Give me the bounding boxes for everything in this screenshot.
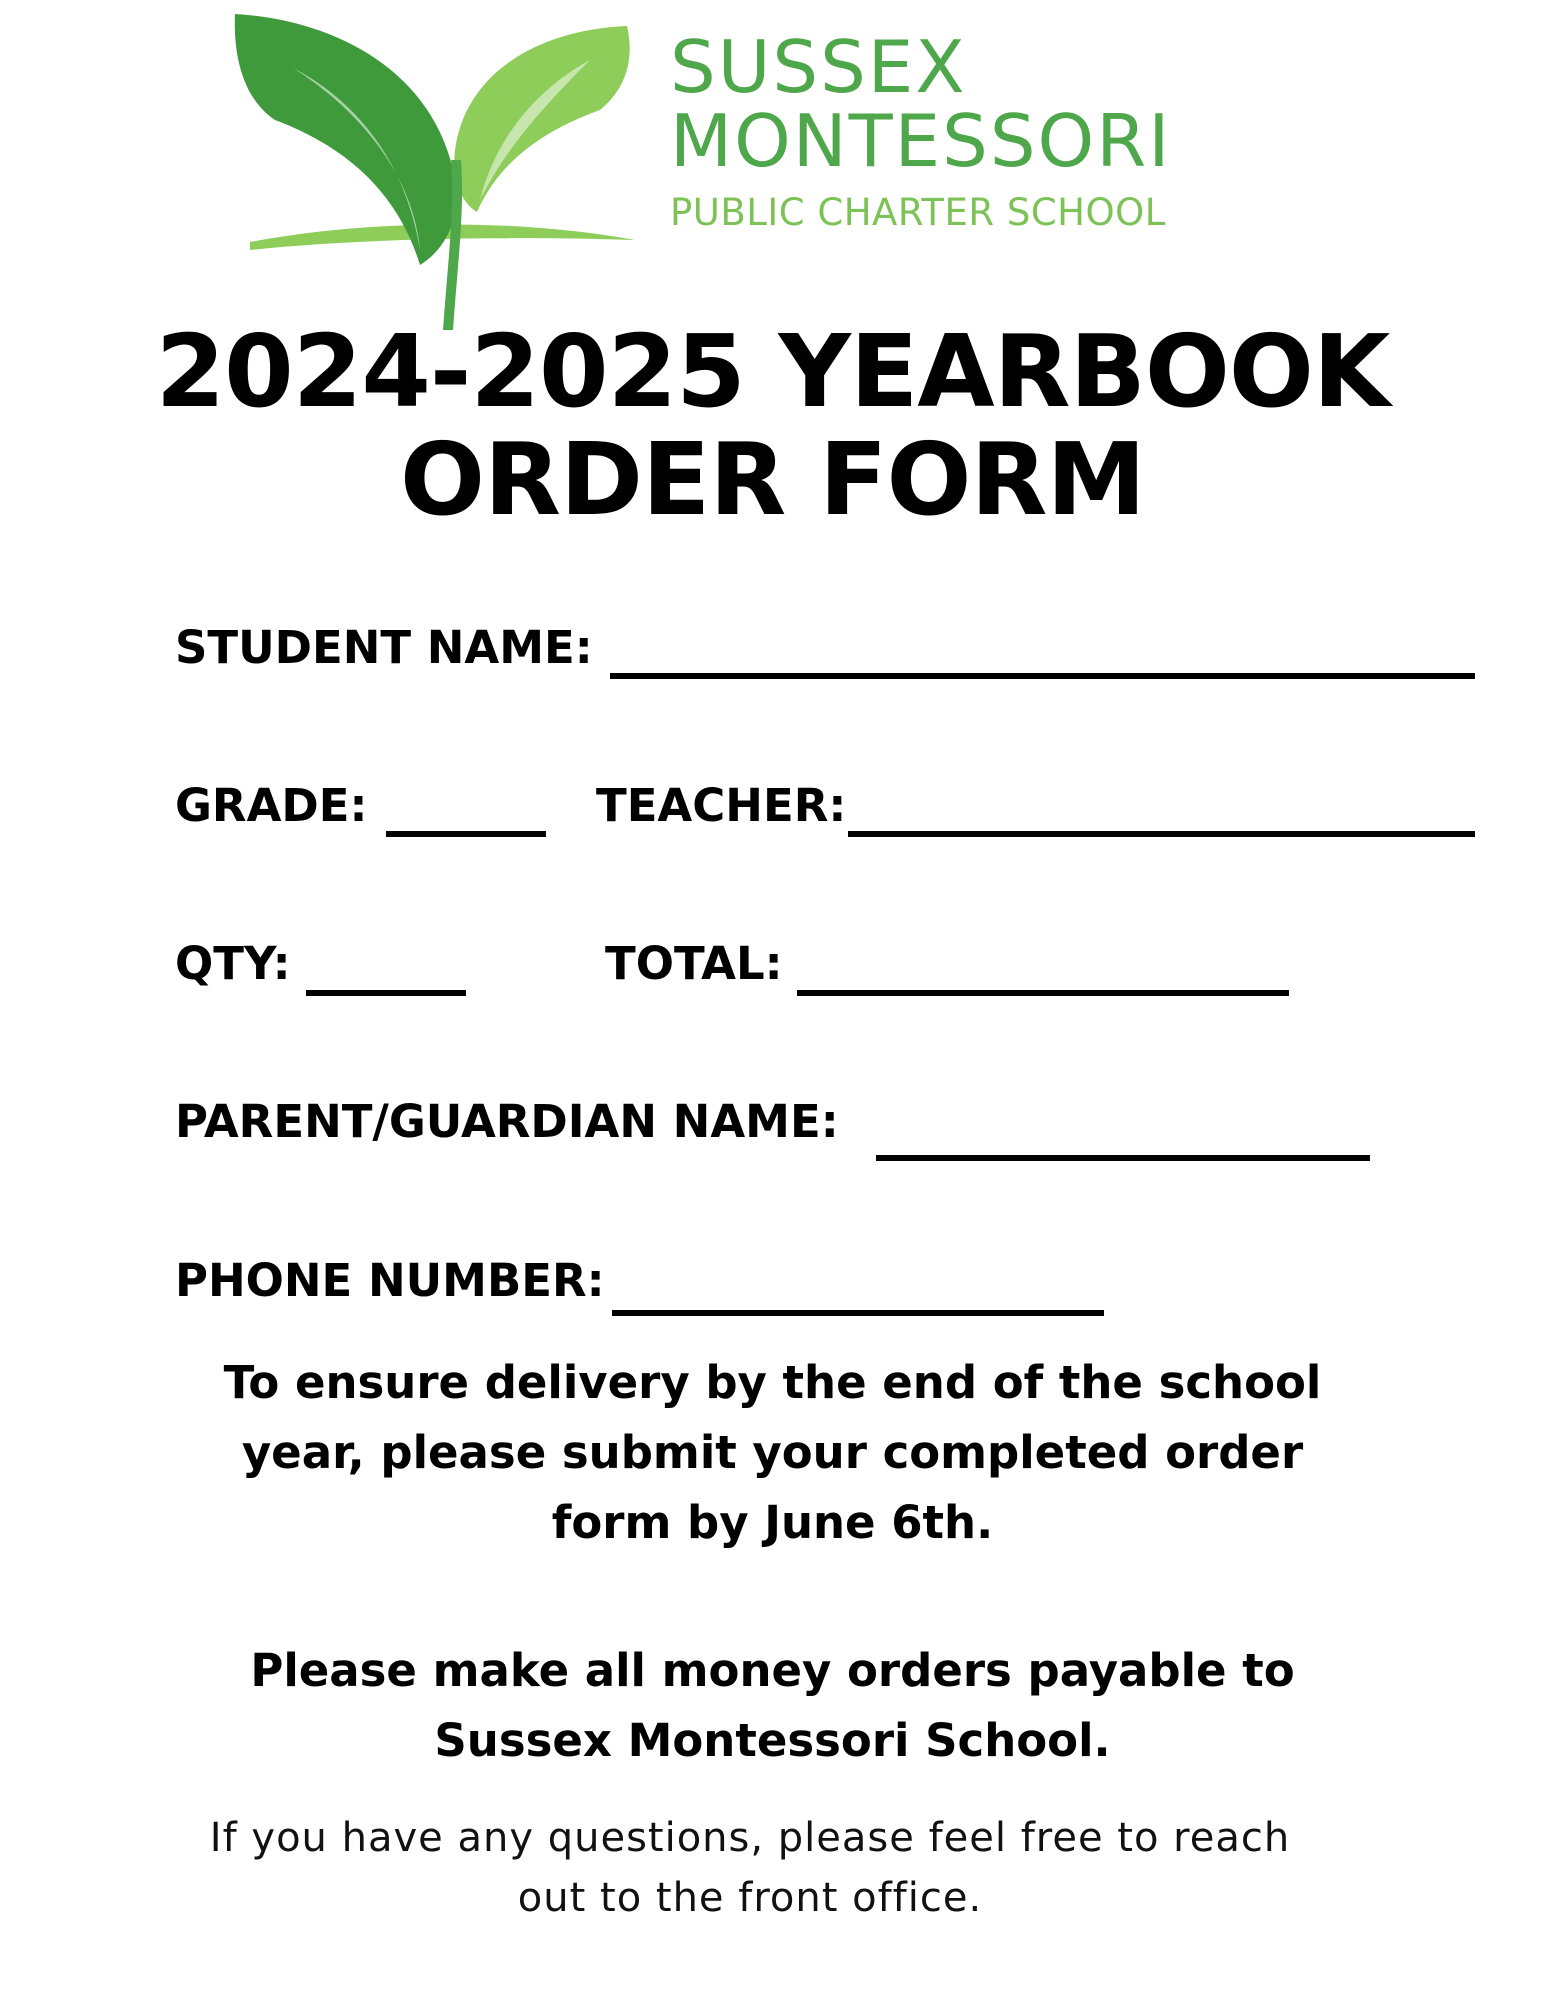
leaf-sprout-icon bbox=[215, 0, 665, 330]
school-logo bbox=[215, 0, 1280, 330]
title-line-1: 2024-2025 YEARBOOK bbox=[155, 313, 1390, 430]
logo-wordmark bbox=[670, 25, 1280, 234]
grade-line[interactable] bbox=[386, 831, 546, 837]
grade-label: GRADE: bbox=[175, 779, 368, 832]
qty-line[interactable] bbox=[306, 990, 466, 996]
student-name-label: STUDENT NAME: bbox=[175, 621, 593, 674]
questions-notice-line-2: out to the front office. bbox=[517, 1875, 983, 1921]
logo-text-montessori: MONTESSORI bbox=[670, 99, 1172, 183]
parent-guardian-name-line[interactable] bbox=[876, 1155, 1370, 1161]
questions-notice-line-1: If you have any questions, please feel free to reach bbox=[209, 1815, 1291, 1861]
payment-notice bbox=[140, 1636, 1405, 1776]
page-title bbox=[0, 313, 1545, 538]
parent-guardian-name-label: PARENT/GUARDIAN NAME: bbox=[175, 1095, 839, 1148]
phone-number-label: PHONE NUMBER: bbox=[175, 1254, 605, 1307]
logo-text-sussex: SUSSEX bbox=[670, 25, 967, 109]
payment-notice-line-2: Sussex Montessori School. bbox=[434, 1714, 1111, 1767]
qty-label: QTY: bbox=[175, 937, 291, 990]
questions-notice bbox=[150, 1808, 1350, 1928]
total-label: TOTAL: bbox=[605, 937, 783, 990]
logo-text-public-charter-school: PUBLIC CHARTER SCHOOL bbox=[670, 191, 1166, 234]
phone-number-line[interactable] bbox=[612, 1310, 1104, 1316]
delivery-notice bbox=[140, 1348, 1405, 1558]
title-line-2: ORDER FORM bbox=[400, 421, 1145, 538]
total-line[interactable] bbox=[797, 990, 1289, 996]
student-name-line[interactable] bbox=[610, 673, 1475, 679]
payment-notice-line-1: Please make all money orders payable to bbox=[250, 1644, 1295, 1697]
delivery-notice-line-1: To ensure delivery by the end of the school bbox=[223, 1356, 1322, 1409]
delivery-notice-line-2: year, please submit your completed order bbox=[241, 1426, 1304, 1479]
delivery-notice-line-3: form by June 6th. bbox=[551, 1496, 994, 1549]
teacher-line[interactable] bbox=[848, 831, 1475, 837]
teacher-label: TEACHER: bbox=[596, 779, 847, 832]
